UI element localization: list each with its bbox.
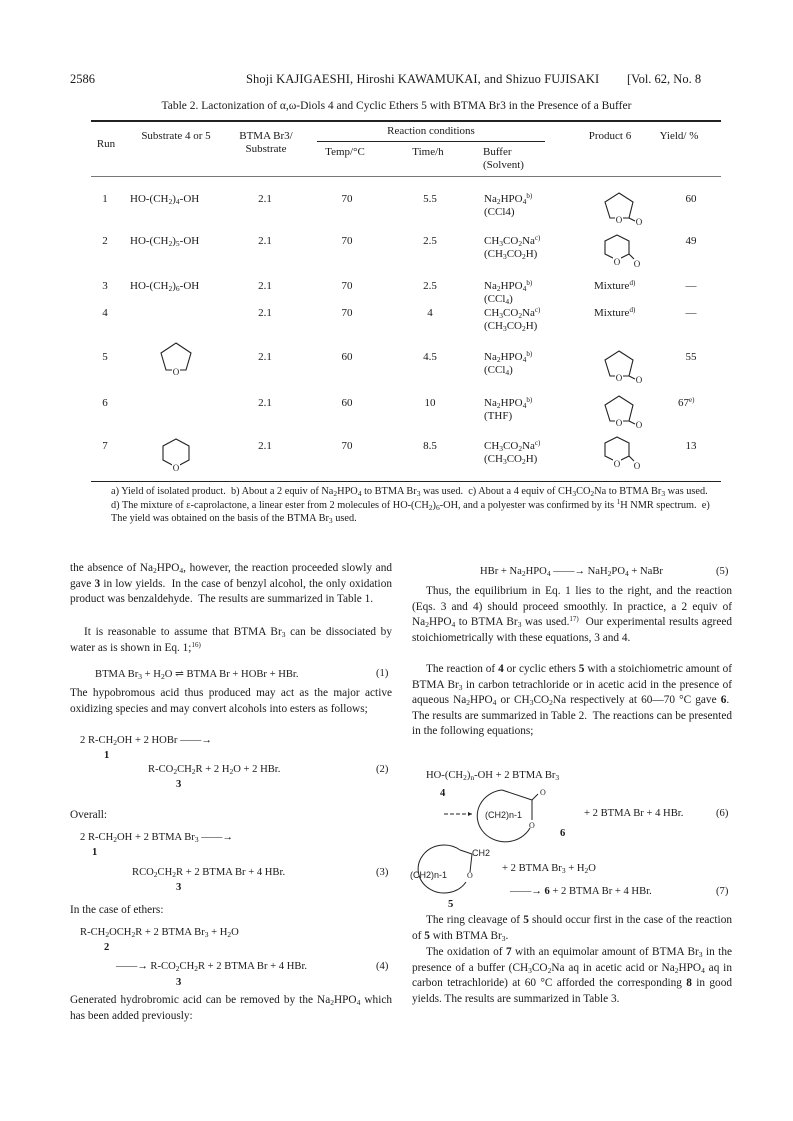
valerolactone-icon [602, 434, 646, 474]
th-conditions: Reaction conditions [387, 125, 475, 137]
row3-yield: — [685, 280, 697, 292]
row7-buffer: $CH_3CO_2Na^{c)}$ $(CH_3CO_2H)$ [484, 439, 541, 466]
label-3c: 3 [176, 977, 182, 988]
left-para-4: Generated hydrobromic acid can be removed by the $Na_2HPO_4$ which has been added previously: [70, 994, 392, 1022]
butyrolactone-icon [602, 348, 646, 386]
row6-run: 6 [102, 397, 108, 409]
right-para-4: The oxidation of 7 with an equimolar amount of BTMA $Br_3$ in the presence of a buffer ($CH_3CO_2Na$ aq in acetic acid or $Na_2HPO_4$ aq in carbon tetrachloride) at 60 °C afforded the corresponding 8 in good yields. The results are summarized in Table 3. [412, 946, 732, 1005]
right-para-2: The reaction of 4 or cyclic ethers 5 with a stoichiometric amount of BTMA $Br_3$ in carbon tetrachloride or in acetic acid in the presence of aqueous $Na_2HPO_4$ or $CH_3CO_2Na$ respectively at 60—70 °C gave 6. The results are summarized in Table 2. The reactions can be presented in the following equations; [412, 663, 733, 738]
svg-text:O: O [172, 463, 180, 473]
svg-text:O: O [172, 367, 180, 377]
table-top-rule [91, 120, 721, 122]
row6-time: 10 [424, 397, 436, 409]
row7-time: 8.5 [423, 440, 437, 452]
row2-temp: 70 [341, 235, 353, 247]
overall-label: Overall: [70, 809, 108, 821]
th-yield: Yield/ % [659, 130, 699, 142]
row4-buffer: $CH_3CO_2Na^{c)}$ $(CH_3CO_2H)$ [484, 306, 541, 333]
label-5: 5 [448, 899, 454, 910]
equation-1: BTMA $Br_3 + H_2O$ ⇌ BTMA Br + HOBr + HBr. [95, 669, 299, 681]
label-4: 4 [440, 788, 446, 799]
valerolactone-icon [602, 232, 646, 272]
equation-2-number: (2) [376, 764, 389, 775]
svg-text:O: O [615, 373, 623, 383]
svg-text:O: O [615, 215, 623, 225]
equation-5: HBr + $Na_2HPO_4$ ——→ $NaH_2PO_4$ + NaBr [480, 566, 663, 578]
svg-text:O: O [615, 418, 623, 428]
row2-buffer: $CH_3CO_2Na^{c)}$ $(CH_3CO_2H)$ [484, 234, 541, 261]
equation-6a: $HO-(CH_2)_n-OH + 2$ BTMA $Br_3$ [426, 770, 560, 782]
row6-yield: 67$^{e)}$ [678, 396, 695, 409]
svg-text:O: O [635, 217, 643, 227]
row5-run: 5 [102, 351, 108, 363]
th-run: Run [96, 138, 116, 150]
svg-text:O: O [613, 257, 621, 267]
label-3b: 3 [176, 882, 182, 893]
equation-4-number: (4) [376, 961, 389, 972]
left-para-1: the absence of $Na_2HPO_4$, however, the reaction proceeded slowly and gave 3 in low yields. In the case of benzyl alcohol, the only oxidation product was benzaldehyde. The results are summarized in Table 1. [70, 562, 392, 606]
header-bottom-rule [91, 176, 721, 177]
row3-substrate: $HO-(CH_2)_6-OH$ [130, 280, 200, 293]
row1-temp: 70 [341, 193, 353, 205]
label-1: 1 [104, 750, 110, 761]
left-para-2: It is reasonable to assume that BTMA $Br_3$ can be dissociated by water as is shown in Eq. 1;$^{16)}$ [70, 626, 392, 654]
label-1b: 1 [92, 847, 98, 858]
th-ratio: BTMA Br3/ Substrate [239, 130, 293, 155]
equation-6-number: (6) [716, 808, 729, 819]
th-product: Product 6 [588, 130, 632, 142]
butyrolactone-icon [602, 393, 646, 431]
row2-time: 2.5 [423, 235, 437, 247]
row1-buffer: $Na_2HPO_4^{b)}$ (CCl4) [484, 192, 533, 218]
row4-ratio: 2.1 [258, 307, 272, 319]
row3-temp: 70 [341, 280, 353, 292]
row2-yield: 49 [685, 235, 697, 247]
row3-run: 3 [102, 280, 108, 292]
row6-buffer: $Na_2HPO_4^{b)}$ (THF) [484, 396, 533, 422]
row4-run: 4 [102, 307, 108, 319]
row2-run: 2 [102, 235, 108, 247]
equation-7-number: (7) [716, 886, 729, 897]
row3-ratio: 2.1 [258, 280, 272, 292]
label-3: 3 [176, 779, 182, 790]
svg-text:CH2: CH2 [472, 848, 490, 858]
equation-6b: + 2 BTMA Br + 4 HBr. [584, 808, 684, 819]
equation-5-number: (5) [716, 566, 729, 577]
row1-substrate: $HO-(CH_2)_4-OH$ [130, 193, 200, 206]
svg-text:O: O [613, 459, 621, 469]
row3-product: Mixture$^{d)}$ [594, 279, 636, 292]
svg-text:O: O [529, 821, 535, 830]
th-buffer: Buffer (Solvent) [483, 146, 524, 171]
row5-temp: 60 [341, 351, 353, 363]
row1-yield: 60 [685, 193, 697, 205]
equation-7a: + 2 BTMA $Br_3 + H_2O$ [502, 863, 596, 875]
table-caption: Table 2. Lactonization of α,ω-Diols 4 and Cyclic Ethers 5 with BTMA Br3 in the Presence of a Buffer [161, 100, 632, 112]
equation-1-number: (1) [376, 668, 389, 679]
equation-4b: ——→ $R-CO_2CH_2R + 2$ BTMA Br + 4 HBr. [116, 961, 308, 973]
row6-temp: 60 [341, 397, 353, 409]
ethers-label: In the case of ethers: [70, 904, 164, 916]
butyrolactone-icon [602, 190, 646, 228]
row4-yield: — [685, 307, 697, 319]
row1-run: 1 [102, 193, 108, 205]
row1-ratio: 2.1 [258, 193, 272, 205]
row7-run: 7 [102, 440, 108, 452]
thp-ring-icon [159, 436, 193, 474]
svg-text:O: O [633, 259, 641, 269]
row7-temp: 70 [341, 440, 353, 452]
row3-time: 2.5 [423, 280, 437, 292]
label-6: 6 [560, 828, 566, 839]
row6-ratio: 2.1 [258, 397, 272, 409]
row1-time: 5.5 [423, 193, 437, 205]
left-para-3: The hypobromous acid thus produced may act as the major active oxidizing species and may convert alcohols into esters as follows; [70, 687, 392, 715]
table-bottom-rule [91, 481, 721, 482]
row7-yield: 13 [685, 440, 697, 452]
equation-2b: $R-CO_2CH_2R + 2$ $H_2O + 2$ HBr. [148, 764, 281, 776]
equation-3b: $RCO_2CH_2R + 2$ BTMA Br + 4 HBr. [132, 867, 286, 879]
svg-text:O: O [633, 461, 641, 471]
row4-time: 4 [427, 307, 433, 319]
th-substrate: Substrate 4 or 5 [141, 130, 211, 142]
label-2: 2 [104, 942, 110, 953]
row2-ratio: 2.1 [258, 235, 272, 247]
page-number: 2586 [70, 72, 95, 86]
lactone-ring-diagram [442, 784, 562, 850]
svg-text:(CH2)n-1: (CH2)n-1 [410, 870, 448, 880]
row5-buffer: $Na_2HPO_4^{b)}$ (CCl$_4$) [484, 350, 533, 377]
row5-ratio: 2.1 [258, 351, 272, 363]
th-temp: Temp/°C [325, 146, 365, 158]
equation-3-number: (3) [376, 867, 389, 878]
right-para-3: The ring cleavage of 5 should occur first in the case of the reaction of 5 with BTMA $Br_3$. [412, 914, 732, 943]
table-footnotes: a) Yield of isolated product. b) About a 2 equiv of $Na_2HPO_4$ to BTMA $Br_3$ was used. c) About a 4 equiv of $CH_3CO_2Na$ to BTMA $Br_3$ was used. d) The mixture of ε-caprolactone, a linear ester from 2 molecules of $HO-(CH_2)_6-OH$, and a polyester was confirmed by its $^1$H NMR spectrum. e) The yield was obtained on the basis of the BTMA $Br_3$ used. [111, 486, 711, 526]
row3-buffer: $Na_2HPO_4^{b)}$ (CCl$_4$) [484, 279, 533, 306]
right-para-1: Thus, the equilibrium in Eq. 1 lies to the right, and the reaction (Eqs. 3 and 4) should proceed smoothly. In practice, a 2 equiv of $Na_2HPO_4$ to BTMA $Br_3$ was used.$^{17)}$ Our experimental results agreed stoichiometrically with these equations, 3 and 4. [412, 585, 732, 644]
conditions-rule [317, 141, 545, 142]
row5-time: 4.5 [423, 351, 437, 363]
volume-info: [Vol. 62, No. 8 [627, 72, 702, 86]
equation-3a: 2 $R-CH_2OH + 2$ BTMA $Br_3$ ——→ [80, 832, 233, 844]
equation-4a: $R-CH_2OCH_2R + 2$ BTMA $Br_3 + H_2O$ [80, 927, 239, 939]
equation-7b: ——→ 6 + 2 BTMA Br + 4 HBr. [510, 886, 652, 897]
svg-text:O: O [635, 420, 643, 430]
svg-text:O: O [467, 871, 473, 880]
svg-text:(CH2)n-1: (CH2)n-1 [485, 810, 523, 820]
equation-2a: 2 $R-CH_2OH + 2$ HOBr ——→ [80, 735, 212, 747]
svg-text:O: O [635, 375, 643, 385]
row5-yield: 55 [685, 351, 697, 363]
running-authors: Shoji KAJIGAESHI, Hiroshi KAWAMUKAI, and Shizuo FUJISAKI [246, 72, 600, 86]
row2-substrate: $HO-(CH_2)_5-OH$ [130, 235, 200, 248]
th-time: Time/h [412, 146, 444, 158]
thf-ring-icon [156, 340, 196, 378]
row4-temp: 70 [341, 307, 353, 319]
ether-ring-diagram [404, 842, 490, 904]
svg-text:O: O [540, 788, 546, 797]
row4-product: Mixture$^{d)}$ [594, 306, 636, 319]
row7-ratio: 2.1 [258, 440, 272, 452]
